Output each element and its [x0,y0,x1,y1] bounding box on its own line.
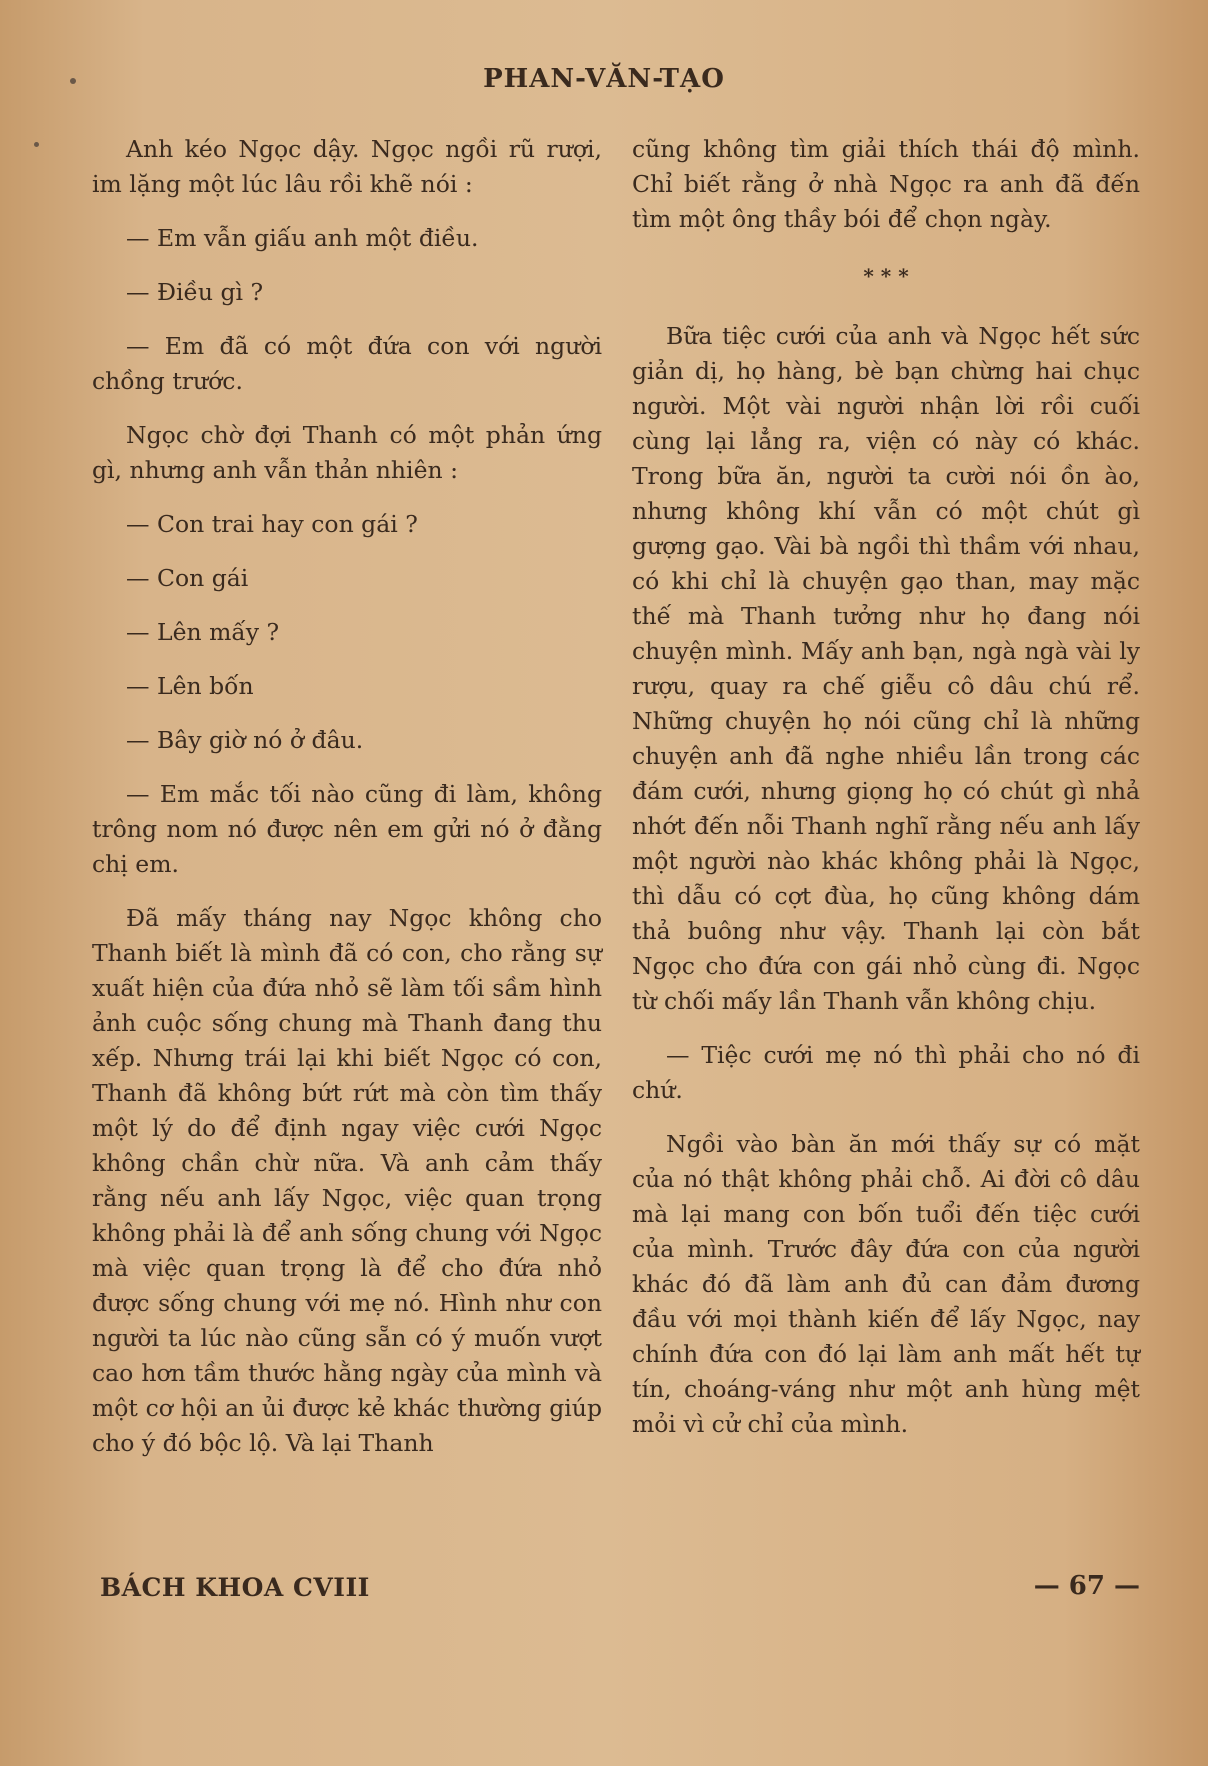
paragraph-continuation: cũng không tìm giải thích thái độ mình. Chỉ biết rằng ở nhà Ngọc ra anh đã đến tìm một ông thầy bói để chọn ngày. [632,135,1140,233]
dialogue-line: — Con trai hay con gái ? [126,510,418,538]
dialogue-line: — Bây giờ nó ở đâu. [126,726,364,754]
dialogue-line: — Em vẫn giấu anh một điều. [126,224,479,252]
dialogue-line: — Em đã có một đứa con với người chồng trước. [92,332,602,395]
publication-name: BÁCH KHOA CVIII [100,1573,370,1602]
ink-speck [34,142,39,147]
dialogue-line: — Em mắc tối nào cũng đi làm, không trông nom nó được nên em gửi nó ở đằng chị em. [92,780,602,878]
dialogue-line: — Lên bốn [126,672,254,700]
paragraph: Ngồi vào bàn ăn mới thấy sự có mặt của nó thật không phải chỗ. Ai đời cô dâu mà lại mang con bốn tuổi đến tiệc cưới của mình. Trước đây đứa con của người khác đó đã làm anh đủ can đảm đương đầu với mọi thành kiến để lấy Ngọc, nay chính đứa con đó lại làm anh mất hết tự tín, choáng-váng như một anh hùng mệt mỏi vì cử chỉ của mình. [632,1130,1140,1438]
dialogue-line: — Lên mấy ? [126,618,280,646]
page-number: — 67 — [1033,1571,1140,1601]
dialogue-line: — Điều gì ? [126,278,264,306]
dialogue-line: — Tiệc cưới mẹ nó thì phải cho nó đi chứ. [632,1041,1140,1104]
paragraph: Ngọc chờ đợi Thanh có một phản ứng gì, nhưng anh vẫn thản nhiên : [92,421,602,484]
paragraph: Anh kéo Ngọc dậy. Ngọc ngồi rũ rượi, im lặng một lúc lâu rồi khẽ nói : [92,135,602,198]
right-column [632,132,1140,1461]
paragraph: Bữa tiệc cưới của anh và Ngọc hết sức giản dị, họ hàng, bè bạn chừng hai chục người. Một vài người nhận lời rồi cuối cùng lại lẳng ra, viện có này có khác. Trong bữa ăn, người ta cười nói ồn ào, nhưng không khí vẫn có một chút gì gượng gạo. Vài bà ngồi thì thầm với nhau, có khi chỉ là chuyện gạo than, may mặc thế mà Thanh tưởng như họ đang nói chuyện mình. Mấy anh bạn, ngà ngà vài ly rượu, quay ra chế giễu cô dâu chú rể. Những chuyện họ nói cũng chỉ là những chuyện anh đã nghe nhiều lần trong các đám cưới, nhưng giọng họ có chút gì nhả nhớt đến nỗi Thanh nghĩ rằng nếu anh lấy một người nào khác không phải là Ngọc, thì dẫu có cợt đùa, họ cũng không dám thả buông như vậy. Thanh lại còn bắt Ngọc cho đứa con gái nhỏ cùng đi. Ngọc từ chối mấy lần Thanh vẫn không chịu. [632,322,1140,1015]
left-column [92,132,602,1480]
paragraph: Đã mấy tháng nay Ngọc không cho Thanh biết là mình đã có con, cho rằng sự xuất hiện của đứa nhỏ sẽ làm tối sầm hình ảnh cuộc sống chung mà Thanh đang thu xếp. Nhưng trái lại khi biết Ngọc có con, Thanh đã không bứt rứt mà còn tìm thấy một lý do để định ngay việc cưới Ngọc không chần chừ nữa. Và anh cảm thấy rằng nếu anh lấy Ngọc, việc quan trọng không phải là để anh sống chung với Ngọc mà việc quan trọng là để cho đứa nhỏ được sống chung với mẹ nó. Hình như con người ta lúc nào cũng sẵn có ý muốn vượt cao hơn tầm thước hằng ngày của mình và một cơ hội an ủi được kẻ khác thường giúp cho ý đó bộc lộ. Và lại Thanh [92,904,602,1457]
running-title: PHAN-VĂN-TẠO [483,64,725,94]
section-break: * * * [863,264,909,288]
dialogue-line: — Con gái [126,564,249,592]
